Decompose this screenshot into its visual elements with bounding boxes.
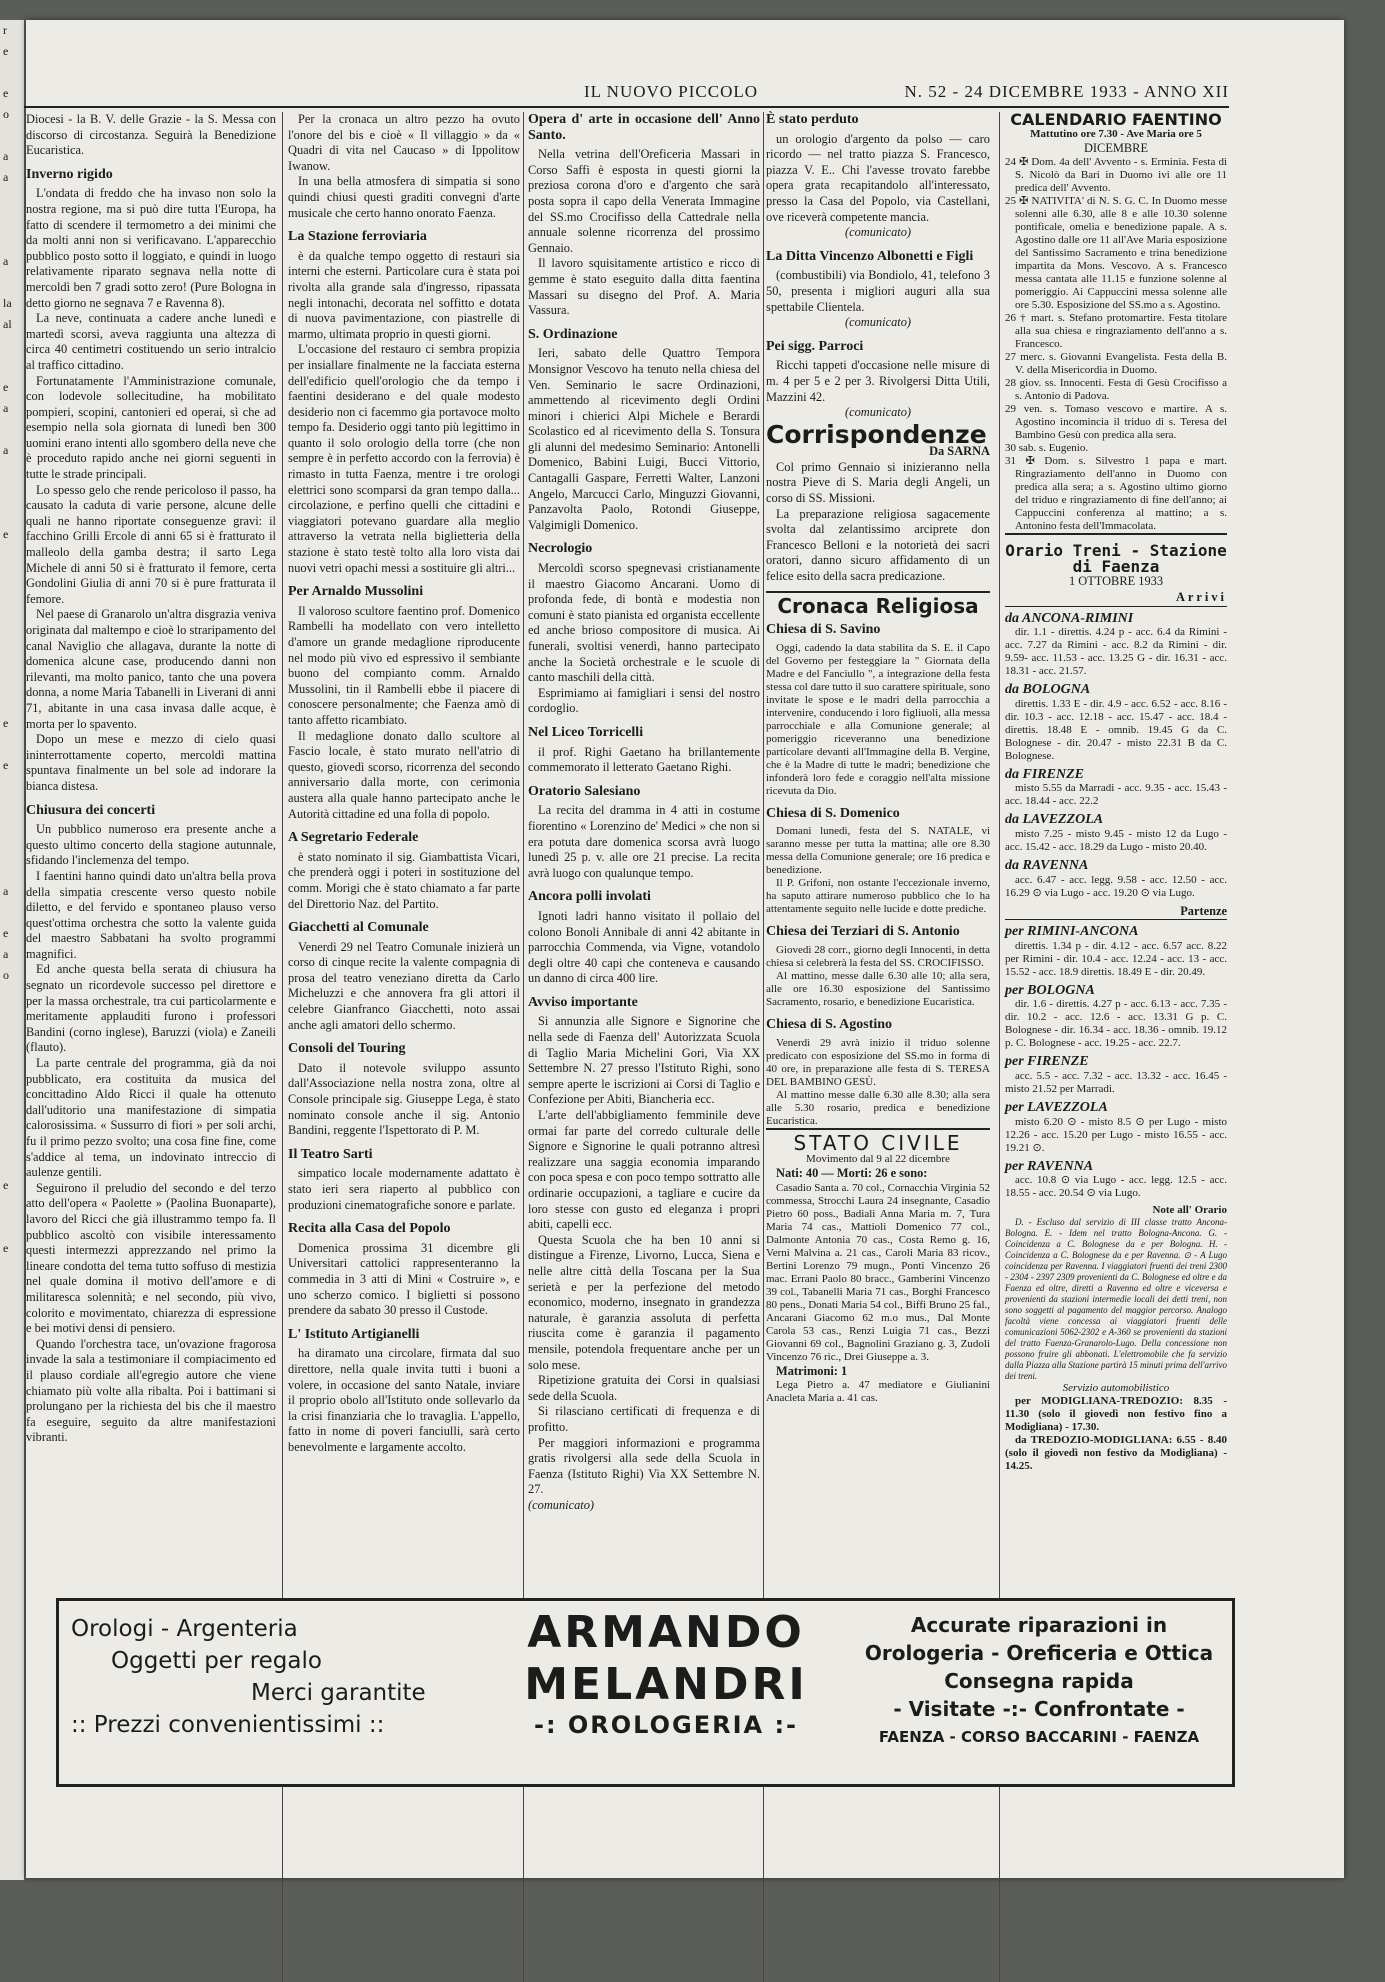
signature: (comunicato) bbox=[844, 315, 912, 330]
ad-right-block bbox=[859, 1611, 1219, 1751]
article-text: Nella vetrina dell'Oreficeria Massari in Corso Saffi è esposta in questi giorni la preziosa corona d'oro e d'argento che sarà posta sopra il capo della Venerata Immagine del SS.mo Crocifisso della Cattedrale nella annuale solenne ricorrenza del prossimo Gennaio. bbox=[528, 147, 760, 255]
prev-page-fragment bbox=[0, 545, 24, 566]
article-text: simpatico locale modernamente adattato è stato ieri sera riaperto al pubblico con produzioni cinematografiche sonore e parlate. bbox=[288, 1166, 520, 1212]
train-route: per RAVENNA bbox=[1005, 1158, 1094, 1174]
prev-page-fragment: a bbox=[3, 401, 9, 415]
calendar-entry: 25 ✠ NATIVITA' di N. S. G. C. In Duomo messe solenni alle 6.30, alle 8 e alle 10.30 solenne pontificale, omelia e benedizione papale. A s. Agostino dalle ore 11 all'Ave Maria esposizione del Santissimo Sacramento e trina benedizione impartita da Mons. Vescovo. A s. Francesco messa cantata alle 11.15 e funzione solenne al pomeriggio. Ai Cappuccini messa solenne alle ore 5.30. Esposizione del SS.mo a s. Agostino. bbox=[1005, 195, 1227, 312]
headline: Per Arnaldo Mussolini bbox=[288, 584, 424, 600]
column-1 bbox=[26, 112, 276, 1446]
article-text: Il valoroso scultore faentino prof. Domenico Rambelli ha modellato con vero intelletto d'amore un grande medaglione riproducente nel modo più vivo ed espressivo il sembiante buono del compianto comm. Arnaldo Mussolini, tin il Rambelli ebbe il piacere di conoscere personalmente; che Faenza amò di tanto affetto ricambiato. bbox=[288, 603, 520, 727]
article-text: L'occasione del restauro ci sembra propizia per insiallare finalmente ne la facciata esterna dell'edificio quell'orologio che da tempo i faentini desiderano e del quale modesto desiderio non ci facemmo gia portavoce molto tempo fa. Desiderio oggi tanto più legittimo in quanto il solo orologio della torre (che non sempre è in perfetto accordo con la ferrovia) è rimasto in tutta Faenza, mentre i tre orologi elettrici sono scomparsi da gran tempo dalla... circolazione, e perfino quelli che cittadini e viaggiatori potevano guardare alla meglio attraverso la vetrata nella biglietteria della stazione è stato testè tolto alla loro vista dai nuovi vetri opachi messi a sostituire gli altri... bbox=[288, 342, 520, 575]
article-text: I faentini hanno quindi dato un'altra bella prova della simpatia crescente verso questo nobile diletto, e del fervido e spontaneo plauso verso quest'ottima orchestra che sotto la valente guida del maestro Sabbatani ha svolto programmi magnifici. bbox=[26, 868, 276, 961]
prev-page-fragment bbox=[0, 335, 24, 356]
section-title: CALENDARIO FAENTINO bbox=[1010, 110, 1222, 129]
ad-tagline: -: OROLOGERIA :- bbox=[533, 1711, 799, 1739]
stat-line: Nati: 40 — Morti: 26 e sono: bbox=[776, 1166, 928, 1181]
train-times: misto 7.25 - misto 9.45 - misto 12 da Lugo - acc. 15.42 - acc. 18.29 da Lugo - misto 20.40. bbox=[1005, 827, 1227, 853]
prev-page-fragment bbox=[0, 860, 24, 881]
prev-page-fragment bbox=[0, 356, 24, 377]
article-text: Un pubblico numeroso era presente anche a questo ultimo concerto della stagione autunnale, sfidando l'inclemenza del tempo. bbox=[26, 822, 276, 868]
article-text: L'arte dell'abbigliamento femminile deve ormai far parte del corredo culturale delle Signore e Signorine le quali potranno altresì realizzare una saggia economia imparando con poca spesa e con poco tempo sottratto alle ordinarie occupazioni, a tagliare e cucire da loro stesse con gusto ed eleganza i propri abiti, capelli ecc. bbox=[528, 1108, 760, 1232]
article-text: Seguirono il preludio del secondo e del terzo atto dell'opera « Paolette » (Paolina Buonaparte), lavoro del Ricci che già illustrammo tempo fa. Il pubblico ascoltò con visibile interessamento questi intermezzi apprezzando nel primo la lineare condotta del tema tutto soffuso di mestizia nel quale domina il motivo dell'amore e di militaresca solennità; e nel secondo, più vivo, colorito e movimentato, chiarezza di espressione e bei motivi densi di pensiero. bbox=[26, 1180, 276, 1336]
prev-page-fragment: e bbox=[3, 380, 9, 394]
subtitle: Mattutino ore 7.30 - Ave Maria ore 5 bbox=[1030, 127, 1202, 140]
article-text: Il medaglione donato dallo scultore al Fascio locale, è stato murato nell'atrio di questo, giovedì scorso, ricorrenza del secondo anniversario dalla morte, con cerimonia austera alla quale hanno partecipato anche le Autorità cittadine ed una folla di popolo. bbox=[288, 728, 520, 821]
article-text: Si annunzia alle Signore e Signorine che nella sede di Faenza dell' Autorizzata Scuola di Taglio Maria Michelini Gori, Via XX Settembre N. 27 presso l'Istituto Righi, sono sempre aperte le iscrizioni ai Corsi di Taglio e Confezione per Abiti, Biancheria ecc. bbox=[528, 1014, 760, 1107]
ad-line: - Visitate -:- Confrontate - bbox=[893, 1697, 1185, 1721]
headline: Chiesa di S. Savino bbox=[766, 622, 881, 638]
article-text: La parte centrale del programma, già da noi pubblicato, era costituita da musica del concittadino Aldo Ricci il quale ha ottenuto dall'uditorio una manifestazione di simpatia calorosissima. « Sussurro di fiori » per soli archi, fu il primo pezzo svolto; una cosa fine fine, come s'addice al tema, un indovinato intreccio di aulenze gentili. bbox=[26, 1056, 276, 1180]
prev-page-fragment bbox=[0, 818, 24, 839]
prev-page-fragment bbox=[0, 986, 24, 1007]
prev-page-fragment bbox=[0, 125, 24, 146]
issue-info: N. 52 - 24 DICEMBRE 1933 - ANNO XII bbox=[904, 82, 1229, 101]
column-2 bbox=[288, 112, 520, 1456]
ad-line: Accurate riparazioni in Orologeria - Oreficeria e Ottica bbox=[864, 1613, 1214, 1665]
notes-text: D. - Escluso dal servizio di III classe tratto Ancona-Bologna. E. - Idem nel tratto Bologna-Ancona. G. - Coincidenza a C. Bolognese da e per Bologna. H. - Coincidenza a C. Bolognese da e per Ravenna. ⊙ - A Lugo coincidenza per Ravenna. I viaggiatori fruenti dei treni 2300 - 2304 - 2397 2309 provenienti da C. Bolognese ed oltre e da Faenza ed oltre, diretti a Ravenna ed oltre e viceversa e provenienti da stazioni intermedie locali dei detti treni, non sono soggetti al pagamento del maggior percorso. Analogo facoltà viene concessa ai viaggiatori fruenti delle comunicazioni 5062-2302 e A-360 se provenienti da stazioni del tratto Faenza-Granarolo-Lugo. Della concessione non possono fruire gli abbonati. L'elettromobile che fa servizio dalla Piazza alla Stazione partirà 15 minuti prima dell'arrivo dei treni. bbox=[1005, 1217, 1227, 1382]
article-text: Quando l'orchestra tace, un'ovazione fragorosa invade la sala a testimoniare il compiacimento ed il plauso cordiale all'egregio autore che viene chiamato più volte alla ribalta. Poi i battimani si prolungano per la richiesta del bis che il maestro fa eseguire, seguito da altre manifestazioni vibranti. bbox=[26, 1336, 276, 1445]
headline: È stato perduto bbox=[766, 112, 859, 127]
section-title: Corrispondenze bbox=[766, 419, 987, 449]
prev-page-fragment bbox=[0, 797, 24, 818]
article-text: Giovedì 28 corr., giorno degli Innocenti, in detta chiesa si celebrerà la festa del SS. CROCIFISSO. bbox=[766, 944, 990, 969]
prev-page-fragment bbox=[0, 566, 24, 587]
prev-page-fragment bbox=[0, 734, 24, 755]
headline: Inverno rigido bbox=[26, 166, 113, 182]
train-route: da RAVENNA bbox=[1005, 857, 1089, 873]
prev-page-fragment: o bbox=[3, 107, 9, 121]
train-times: direttis. 1.34 p - dir. 4.12 - acc. 6.57 acc. 8.22 per Rimini - dir. 10.4 - acc. 12.24 - acc. 13 - acc. 15.52 - acc. 18.9 direttis. 18.49 E - dir. 20.49. bbox=[1005, 939, 1227, 978]
calendar-list bbox=[1005, 156, 1227, 533]
headline: Il Teatro Sarti bbox=[288, 1146, 373, 1162]
prev-page-fragment bbox=[0, 608, 24, 629]
article-text: In una bella atmosfera di simpatia si sono quindi chiusi questi graditi convegni d'arte musicale che certo hanno onorato Faenza. bbox=[288, 174, 520, 220]
train-times: misto 5.55 da Marradi - acc. 9.35 - acc. 15.43 - acc. 18.44 - acc. 22.2 bbox=[1005, 782, 1227, 808]
article-text: un orologio d'argento da polso — caro ricordo — nel tratto piazza S. Francesco, piazza V. E.. Chi l'avesse trovato farebbe opera grata recapitandolo all'interessato, presso la Casa del Popolo, via Castellani, ove riceverà competente mancia. bbox=[766, 131, 990, 224]
train-route: da ANCONA-RIMINI bbox=[1005, 610, 1134, 626]
article-text: L'ondata di freddo che ha invaso non solo la nostra regione, ma si può dire tutta l'Europa, ha fatto di scendere il termometro a dei minimi che da molti anni non si verificavano. L'apparecchio pubblico posto sotto il loggiato, e quindi in luogo relativamente riparato segnava nella notte di mercoldì ben 7 gradi sotto zero! (Pure Bologna in detto giorno ne segnava 7 e Ravenna 8). bbox=[26, 186, 276, 310]
headline: Recita alla Casa del Popolo bbox=[288, 1221, 451, 1237]
headline: La Ditta Vincenzo Albonetti e Figli bbox=[766, 248, 974, 264]
prev-page-fragment bbox=[0, 209, 24, 230]
headline: Chiesa di S. Agostino bbox=[766, 1017, 893, 1032]
prev-page-fragment: e bbox=[3, 86, 9, 100]
dateline: Da SARNA bbox=[929, 444, 990, 459]
headline: Pei sigg. Parroci bbox=[766, 338, 864, 354]
article-text: Diocesi - la B. V. delle Grazie - la S. Messa con discorso di circostanza. Seguirà la Benedizione Eucaristica. bbox=[26, 112, 276, 158]
headline: Consoli del Touring bbox=[288, 1041, 406, 1057]
prev-page-fragment: a bbox=[3, 170, 9, 184]
article-text: Il P. Grifoni, non ostante l'eccezionale inverno, ha saputo attirare numeroso pubblico che lo ha attentamente seguito nelle lucide e dotte prediche. bbox=[766, 877, 990, 916]
prev-page-fragment: a bbox=[3, 254, 9, 268]
article-text: Venerdì 29 avrà inizio il triduo solenne predicato con esposizione del SS.mo in forma di 40 ore, in preparazione alle festa di S. TERESA DEL BAMBINO GESÙ. bbox=[766, 1036, 990, 1088]
signature: (comunicato) bbox=[844, 225, 912, 240]
calendar-entry: 28 giov. ss. Innocenti. Festa di Gesù Crocifisso a s. Antonio di Padova. bbox=[1005, 377, 1227, 403]
prev-page-fragment: e bbox=[3, 1178, 9, 1192]
article-text: Domani lunedì, festa del S. NATALE, vi saranno messe per tutta la mattina; alle ore 8.30 messa della Comunione generale; ore 16 predica e benedizione. bbox=[766, 825, 990, 877]
article-text: Questa Scuola che ha ben 10 anni si distingue a Firenze, Livorno, Lucca, Siena e nelle altre città della Toscana per la Sua serietà e per la perfezione del metodo economico, moderno, insegnato in grandezza naturale, è garanzia assoluta di perfetta riuscita come è garanzia il pagamento mensile, potendola frequentare anche per un solo mese. bbox=[528, 1232, 760, 1372]
prev-page-fragment bbox=[0, 776, 24, 797]
ad-name-block bbox=[481, 1607, 851, 1739]
month-label: DICEMBRE bbox=[1083, 140, 1149, 155]
article-text: Dato il notevole sviluppo assunto dall'Associazione nella nostra zona, oltre al Console principale sig. Giuseppe Lega, è stato nominato console anche il sig. Antonio Bandini, reggente l'Ispettorato di P. M. bbox=[288, 1060, 520, 1138]
headline: S. Ordinazione bbox=[528, 326, 618, 342]
article-text: (combustibili) via Bondiolo, 41, telefono 3 50, presenta i migliori auguri alla sua spettabile Clientela. bbox=[766, 268, 990, 314]
article-text: Il lavoro squisitamente artistico e ricco di gemme è stato eseguito dalla ditta faentina Massari su disegno del Prof. A. Maria Vassura. bbox=[528, 256, 760, 318]
partenze-label: Partenze bbox=[1005, 904, 1227, 921]
prev-page-fragment: e bbox=[3, 716, 9, 730]
calendar-entry: 29 ven. s. Tomaso vescovo e martire. A s. Agostino incomincia il triduo di s. Teresa del Bambino Gesù con predica alla sera. bbox=[1005, 403, 1227, 442]
train-times: dir. 1.6 - direttis. 4.27 p - acc. 6.13 - acc. 7.35 - dir. 10.2 - acc. 12.6 - acc. 13.31 G p. C. Bolognese - dir. 16.34 - acc. 18.36 - omnib. 19.12 p. C. Bolognese - acc. 19.25 - acc. 22.7. bbox=[1005, 998, 1227, 1050]
prev-page-fragment: al bbox=[3, 317, 12, 331]
previous-page-edge bbox=[0, 20, 24, 1880]
article-text: Esprimiamo ai famigliari i sensi del nostro cordoglio. bbox=[528, 685, 760, 716]
train-times: acc. 5.5 - acc. 7.32 - acc. 13.32 - acc. 16.45 - misto 21.52 per Marradi. bbox=[1005, 1069, 1227, 1095]
ad-line: Oggetti per regalo bbox=[111, 1648, 322, 1674]
train-times: misto 6.20 ⊙ - misto 8.5 ⊙ per Lugo - misto 12.26 - acc. 15.20 per Lugo - misto 16.55 - acc. 19.21 ⊙. bbox=[1005, 1115, 1227, 1154]
headline: Opera d' arte in occasione dell' Anno Santo. bbox=[528, 112, 760, 143]
section-title: Cronaca Religiosa bbox=[766, 591, 990, 615]
calendar-entry: 30 sab. s. Eugenio. bbox=[1005, 442, 1089, 455]
article-text: Lega Pietro a. 47 mediatore e Giulianini Anacleta Maria a. 41 cas. bbox=[766, 1379, 990, 1405]
prev-page-fragment bbox=[0, 839, 24, 860]
headline: La Stazione ferroviaria bbox=[288, 229, 427, 245]
ad-name: ARMANDO bbox=[527, 1607, 805, 1658]
article-text: Al mattino messe dalle 6.30 alle 8.30; alla sera alle 5.30 rosario, predica e benedizione Eucaristica. bbox=[766, 1088, 990, 1127]
article-text: Dopo un mese e mezzo di cielo quasi ininterrottamente coperto, mercoldì mattina spuntava finalmente un bel sole ad indorare la bianca distesa. bbox=[26, 732, 276, 793]
prev-page-fragment bbox=[0, 188, 24, 209]
headline: Nel Liceo Torricelli bbox=[528, 724, 644, 740]
calendar-entry: 27 merc. s. Giovanni Evangelista. Festa della B. V. della Misericordia in Duomo. bbox=[1005, 351, 1227, 377]
ad-left-block bbox=[71, 1613, 471, 1741]
ad-line: Merci garantite bbox=[251, 1680, 426, 1706]
headline: L' Istituto Artigianelli bbox=[288, 1326, 420, 1342]
ad-line: :: Prezzi convenientissimi :: bbox=[71, 1712, 385, 1738]
prev-page-fragment: e bbox=[3, 527, 9, 541]
prev-page-fragment bbox=[0, 1070, 24, 1091]
ad-line: Consegna rapida bbox=[944, 1669, 1134, 1693]
prev-page-fragment bbox=[0, 1112, 24, 1133]
prev-page-fragment bbox=[0, 1091, 24, 1112]
prev-page-fragment: a bbox=[3, 443, 9, 457]
ad-line: FAENZA - CORSO BACCARINI - FAENZA bbox=[878, 1728, 1200, 1746]
headline: Avviso importante bbox=[528, 994, 638, 1010]
prev-page-fragment: o bbox=[3, 968, 9, 982]
newspaper-title: IL NUOVO PICCOLO bbox=[584, 82, 759, 101]
article-text: La recita del dramma in 4 atti in costume fiorentino « Lorenzino de' Medici » che non si era potuta dare domenica scorsa avrà luogo lunedì 25 p. v. alle ore 21 precise. La recita avrà luogo con qualunque tempo. bbox=[528, 803, 760, 880]
prev-page-fragment: a bbox=[3, 149, 9, 163]
train-route: da LAVEZZOLA bbox=[1005, 812, 1104, 828]
signature: (comunicato) bbox=[528, 1497, 595, 1512]
prev-page-fragment: la bbox=[3, 296, 12, 310]
auto-label: Servizio automobilistico bbox=[1062, 1382, 1170, 1395]
prev-page-fragment bbox=[0, 1007, 24, 1028]
prev-page-fragment bbox=[0, 461, 24, 482]
article-text: Domenica prossima 31 dicembre gli Universitari cattolici rappresenteranno la commedia in 3 atti di Mini « Costruire », e uno scherzo comico. I biglietti si possono prendere da sabato 30 presso il Custode. bbox=[288, 1240, 520, 1318]
prev-page-fragment: e bbox=[3, 926, 9, 940]
calendar-entry: 24 ✠ Dom. 4a dell' Avvento - s. Erminia. Festa di S. Nicolò da Bari in Duomo ivi alle ore 11 predica dell' Avvento. bbox=[1005, 156, 1227, 195]
prev-page-fragment bbox=[0, 1217, 24, 1238]
column-3 bbox=[528, 112, 760, 1513]
article-text: Col primo Gennaio si inizieranno nella nostra Pieve di S. Maria degli Angeli, un corso di SS. Missioni. bbox=[766, 459, 990, 506]
headline: Giacchetti al Comunale bbox=[288, 920, 429, 936]
prev-page-fragment bbox=[0, 272, 24, 293]
headline: Chiusura dei concerti bbox=[26, 802, 156, 818]
headline: Chiesa di S. Domenico bbox=[766, 805, 900, 821]
article-text: Ignoti ladri hanno visitato il pollaio del colono Bonoli Annibale di anni 42 abitante in parrocchia Commenda, via Vigne, votandolo degli oltre 40 capi che conteneva e causando un danno di circa 400 lire. bbox=[528, 908, 760, 986]
prev-page-fragment bbox=[0, 1196, 24, 1217]
section-title: STATO CIVILE bbox=[766, 1128, 990, 1152]
article-text: ha diramato una circolare, firmata dal suo direttore, nella quale invita tutti i buoni a volere, in occasione del santo Natale, inviare il proprio obolo all'Istituto onde sollevarlo da la crisi finanziaria che lo travaglia. L'appello, fatto in nome di poveri fanciulli, sarà certo benevolmente e largamente accolto. bbox=[288, 1346, 520, 1454]
bus-schedule: per MODIGLIANA-TREDOZIO: 8.35 - 11.30 (solo il giovedì non festivo fino a Modigliana) - 17.30. bbox=[1005, 1395, 1227, 1434]
article-text: Ripetizione gratuita dei Corsi in qualsiasi sede della Scuola. bbox=[528, 1373, 760, 1403]
prev-page-fragment bbox=[0, 482, 24, 503]
article-text: Per maggiori informazioni e programma gratis rivolgersi alla sede della Scuola in Faenza (Istituto Righi) Via XX Settembre N. 27. bbox=[528, 1435, 760, 1497]
prev-page-fragment: a bbox=[3, 884, 9, 898]
column-5 bbox=[1005, 112, 1227, 1473]
calendar-entry: 26 † mart. s. Stefano protomartire. Festa titolare alla sua chiesa e ringraziamento dell'anno a s. Francesco. bbox=[1005, 312, 1227, 351]
subtitle: Movimento dal 9 al 22 dicembre bbox=[806, 1153, 950, 1166]
prev-page-fragment bbox=[0, 1280, 24, 1301]
train-route: da BOLOGNA bbox=[1005, 682, 1091, 698]
note-label: Note all' Orario bbox=[1152, 1204, 1227, 1217]
article-text: Ricchi tappeti d'occasione nelle misure di m. 4 per 5 e 2 per 3. Rivolgersi Ditta Utili, Mazzini 42. bbox=[766, 358, 990, 404]
stat-line: Matrimoni: 1 bbox=[776, 1363, 848, 1378]
article-text: Ed anche questa bella serata di chiusura ha segnato un ricordevole successo pel direttore e per la massa orchestrale, tra cui particolarmente e meritamente applauditi furono i professori Bandini (corno inglese), Baruzzi (viola) e Zaneili (flauto). bbox=[26, 962, 276, 1055]
article-text: il prof. Righi Gaetano ha brillantemente commemorato il letterato Gaetano Righi. bbox=[528, 744, 760, 775]
train-route: per RIMINI-ANCONA bbox=[1005, 924, 1139, 940]
prev-page-fragment bbox=[0, 671, 24, 692]
arrivals-list bbox=[1005, 611, 1227, 900]
train-route: per FIRENZE bbox=[1005, 1054, 1089, 1070]
article-text: Si rilasciano certificati di frequenza e di profitto. bbox=[528, 1404, 760, 1434]
article-text: La preparazione religiosa sagacemente svolta dal zelantissimo arciprete don Francesco Belloni e la notorietà dei sacri oratori, danno sicuro affidamento di un felice esito della sacra predicazione. bbox=[766, 506, 990, 584]
article-text: Casadio Santa a. 70 col., Cornacchia Virginia 52 commessa, Strocchi Laura 24 insegnante, Casadio Pietro 60 poss., Badiali Anna Maria m. 7, Tura Maria 74 cas., Mattioli Domenico 77 col., Dalmonte Antonia 70 cas., Costa Remo g. 16, Verni Malvina a. 21 cas., Caroli Maria 83 ricov., Bertini Lorenzo 79 mugn., Ponti Vincenzo 26 mac. Errani Paolo 80 bracc., Gamberini Vincenzo 39 col., Tabanelli Maria 71 cas., Borghi Francesco 80 pens., Donati Maria 54 col., Biffi Bruno 25 fal., Ancarani Giacomo 62 m.o mus., Dal Monte Carola 53 cas., Renzi Luigia 71 cas., Bezzi Giovanni 69 col., Bagnolini Graziano g. 3, Zudoli Vincenzo 76 ric., Drei Giuseppe a. 3. bbox=[766, 1181, 990, 1363]
article-text: Mercoldì scorso spegnevasi cristianamente il maestro Giacomo Ancarani. Uomo di profonda fede, di bontà e modestia non comuni è stato pianista ed organista eccellente ed anche brioso compositore di musica. Ai funerali, svoltisi venerdì, hanno partecipato anche la Società orchestrale e le scuole di canto maschili della città. bbox=[528, 561, 760, 685]
prev-page-fragment bbox=[0, 692, 24, 713]
headline: Chiesa dei Terziari di S. Antonio bbox=[766, 924, 960, 940]
article-text: Fortunatamente l'Amministrazione comunale, con lodevole sollecitudine, ha mobilitato pompieri, scopini, cantonieri ed operai, sì che ad esempio nella sola giornata di lunedì ben 300 uomini erano intenti allo sgombero della neve che è proceduto rapido anche nei giorni seguenti in tutte le strade principali. bbox=[26, 373, 276, 482]
headline: A Segretario Federale bbox=[288, 830, 419, 846]
section-title: Orario Treni - Stazione di Faenza bbox=[1005, 533, 1227, 574]
train-times: acc. 10.8 ⊙ via Lugo - acc. legg. 12.5 - acc. 18.55 - acc. 20.54 ⊙ via Lugo. bbox=[1005, 1174, 1227, 1200]
article-text: Venerdì 29 nel Teatro Comunale inizierà un corso di cinque recite la valente compagnia di prosa del teatro veneziano diretta da Carlo Micheluzzi e che annovera fra gli attori il celebre Gianfranco Giacchetti, noto assai anche agli amatori dello schermo. bbox=[288, 939, 520, 1032]
headline: Necrologio bbox=[528, 541, 593, 557]
train-route: da FIRENZE bbox=[1005, 766, 1084, 782]
prev-page-fragment: a bbox=[3, 947, 9, 961]
advertisement bbox=[56, 1598, 1235, 1787]
subtitle: 1 OTTOBRE 1933 bbox=[1068, 574, 1164, 589]
train-times: direttis. 1.33 E - dir. 4.9 - acc. 6.52 - acc. 8.16 - dir. 10.3 - acc. 12.18 - acc. 15.47 - acc. 18.4 - direttis. 18.48 E - omnib. 19.45 G da C. Bolognese - dir. 20.47 - misto 22.31 B da C. Bolognese. bbox=[1005, 697, 1227, 762]
prev-page-fragment bbox=[0, 419, 24, 440]
prev-page-fragment bbox=[0, 902, 24, 923]
prev-page-fragment bbox=[0, 503, 24, 524]
prev-page-fragment: e bbox=[3, 44, 9, 58]
prev-page-fragment bbox=[0, 62, 24, 83]
article-text: Nel paese di Granarolo un'altra disgrazia veniva originata dal maltempo e cioè lo straripamento del canal Naviglio che allagava, durante la notte di domenica alcune case, producendo danni non rilevanti, ma molto panico, tanto che una povera donna, a nome Maria Tabanelli in Liverani di anni 71, abitante in una casa invasa dalle acque, è morta per lo spavento. bbox=[26, 607, 276, 731]
prev-page-fragment bbox=[0, 1301, 24, 1322]
headline: Ancora polli involati bbox=[528, 889, 651, 905]
train-route: per BOLOGNA bbox=[1005, 982, 1095, 998]
prev-page-fragment: r bbox=[3, 23, 7, 37]
ad-line: Orologi - Argenteria bbox=[71, 1616, 298, 1642]
article-text: Al mattino, messe dalle 6.30 alle 10; alla sera, alle ore 16.30 esposizione del Santissimo Sacramento, rosario, e benedizione Eucaristica. bbox=[766, 970, 990, 1008]
prev-page-fragment bbox=[0, 1049, 24, 1070]
prev-page-fragment bbox=[0, 650, 24, 671]
headline: Oratorio Salesiano bbox=[528, 783, 641, 799]
article-text: Lo spesso gelo che rende pericoloso il passo, ha causato la caduta di varie persone, alcune delle quali ne hanno riportate conseguenze gravi: il facchino Grilli Ercole di anni 65 si è fratturato il malleolo della gamba destra; il sarto Lega Michele di anni 50 si è fratturato il femore, certa Gondolini Giulia di anni 70 si è pure fratturata il femore. bbox=[26, 482, 276, 606]
ad-name: MELANDRI bbox=[524, 1659, 808, 1710]
prev-page-fragment: e bbox=[3, 1241, 9, 1255]
article-text: Per la cronaca un altro pezzo ha ovuto l'onore del bis e cioè « Il villaggio » da « Quadri di vita nel Caucaso » di Ippolitow Iwanow. bbox=[288, 112, 520, 173]
column-4 bbox=[766, 112, 990, 1405]
prev-page-fragment bbox=[0, 1259, 24, 1280]
arrivi-label: Arrivi bbox=[1005, 590, 1227, 607]
prev-page-fragment bbox=[0, 629, 24, 650]
bus-schedule: da TREDOZIO-MODIGLIANA: 6.55 - 8.40 (solo il giovedì non festivo da Modigliana) - 14.25. bbox=[1005, 1434, 1227, 1473]
prev-page-fragment bbox=[0, 230, 24, 251]
article-text: La neve, continuata a cadere anche lunedì e martedì scorsi, aveva raggiunta una altezza di circa 40 centimetri costituendo un serio intralcio al traffico cittadino. bbox=[26, 311, 276, 372]
prev-page-fragment bbox=[0, 1028, 24, 1049]
signature: (comunicato) bbox=[844, 405, 912, 420]
departures-list bbox=[1005, 924, 1227, 1200]
article-text: è da qualche tempo oggetto di restauri sia interni che esterni. Particolare cura è stata poi rivolta alla grande sala d'ingresso, ripassata negli intonachi, decorata nel soffitto e dotata di nuova pavimentazione, con piastrelle di marmo, ultimata proprio in questi giorni. bbox=[288, 248, 520, 341]
calendar-entry: 31 ✠ Dom. s. Silvestro 1 papa e mart. Ringraziamento dell'anno in Duomo con predica alla sera; a s. Agostino ultimo giorno del triduo e ringraziamento di fine dell'anno; ai Cappuccini conferenza al mattino; a s. Antonino festa dell'Immacolata. bbox=[1005, 455, 1227, 533]
masthead bbox=[24, 62, 1229, 108]
article-text: Oggi, cadendo la data stabilita da S. E. il Capo del Governo per festeggiare la " Giornata della Madre e del Fanciullo ", a integrazione della festa stessa col dare tutto il suo carattere spirituale, sono invitate le spose e le madri della parrocchia a intervenire, conducendo i loro figliuoli, alla messa parrocchiale e alla Comunione generale; al pomeriggio riceveranno una benedizione particolare devanti all'Immagine della B. Vergine, che è la Madre di tutte le madri; benedizione che infonderà loro fede e coraggio nell'alta missione ricevuta da Dio. bbox=[766, 641, 990, 797]
train-times: dir. 1.1 - direttis. 4.24 p - acc. 6.4 da Rimini - acc. 7.27 da Rimini - acc. 8.2 da Rimini - dir. 9.59- acc. 11.53 - acc. 13.25 G - dir. 16.31 - acc. 18.31 - acc. 21.57. bbox=[1005, 626, 1227, 678]
train-route: per LAVEZZOLA bbox=[1005, 1099, 1108, 1115]
prev-page-fragment: e bbox=[3, 758, 9, 772]
prev-page-fragment bbox=[0, 1154, 24, 1175]
article-text: Ieri, sabato delle Quattro Tempora Monsignor Vescovo ha tenuto nella chiesa del Ven. Seminario le sacre Ordinazioni, ammettendo al ricevimento degli Ordini minori i chierici Alpi Michele e Berardi Scolastico ed al ricevimento della S. Tonsura gli alunni del medesimo Seminario: Antonelli Domenico, Babini Luigi, Bucci Vittorio, Cantagalli Gaspare, Ferretti Walter, Lanzoni Angelo, Marcucci Carlo, Minguzzi Giovanni, Panzavolta Paolo, Rotondi Giuseppe, Valgimigli Domenico. bbox=[528, 346, 760, 532]
article-text: è stato nominato il sig. Giambattista Vicari, che prenderà oggi i poteri in sostituzione del comm. Morigi che è stato chiamato a far parte del Direttorio Naz. del Partito. bbox=[288, 849, 520, 911]
train-times: acc. 6.47 - acc. legg. 9.58 - acc. 12.50 - acc. 16.29 ⊙ via Lugo - acc. 19.20 ⊙ via Lugo. bbox=[1005, 873, 1227, 899]
prev-page-fragment bbox=[0, 587, 24, 608]
prev-page-fragment bbox=[0, 1133, 24, 1154]
